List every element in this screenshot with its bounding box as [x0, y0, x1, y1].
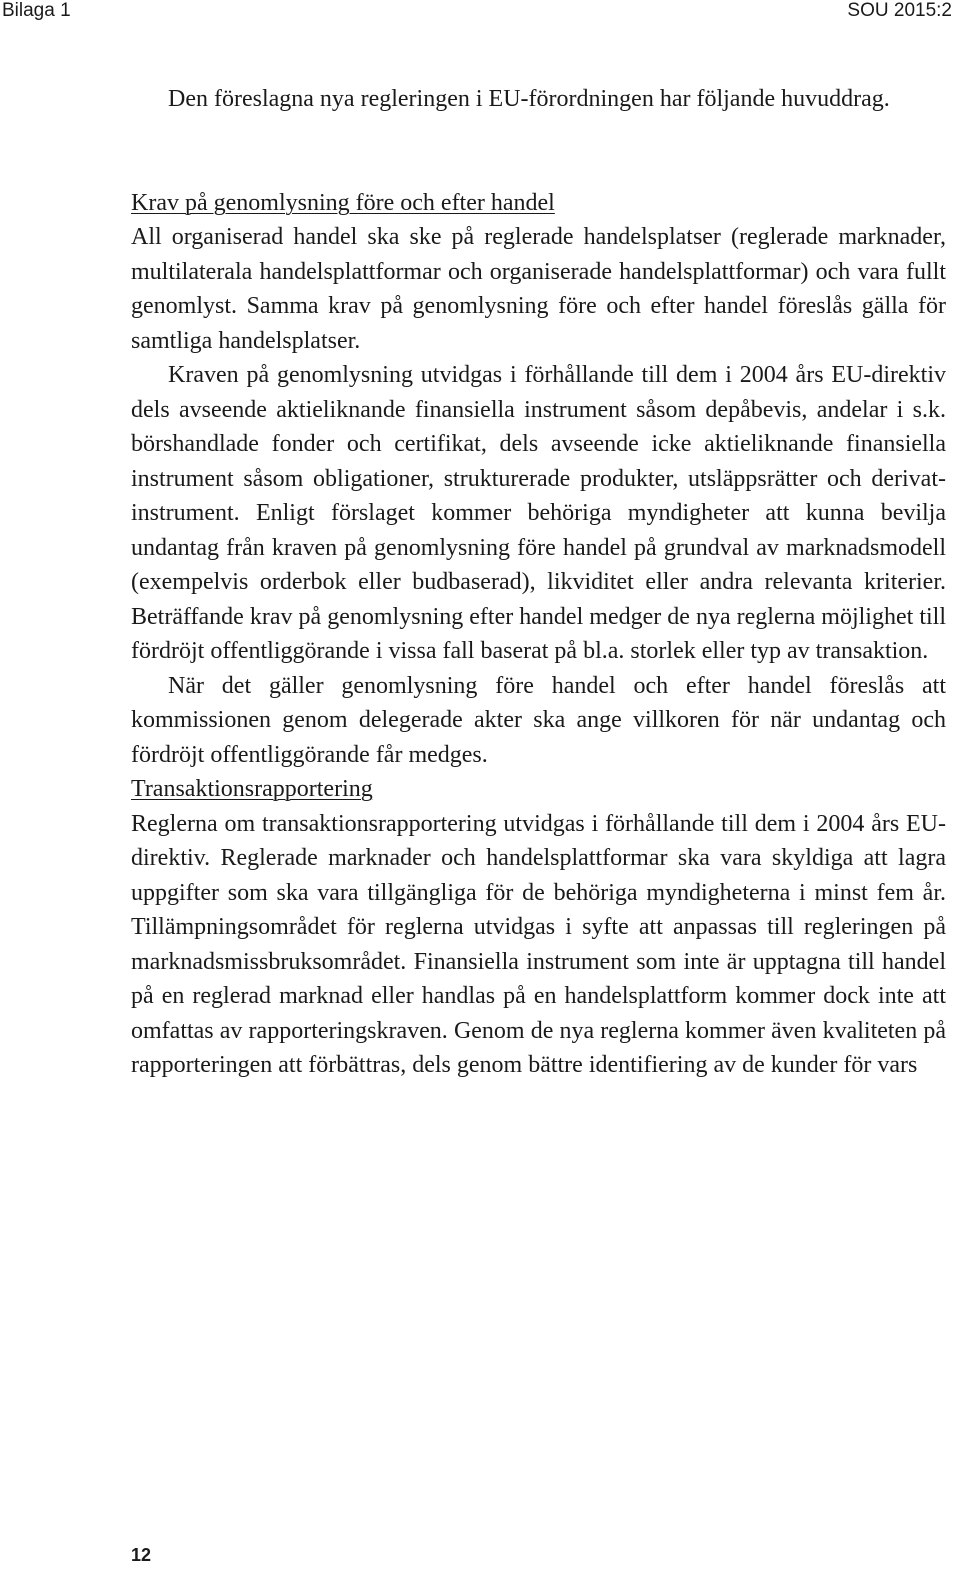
body-paragraph: När det gäller genomlysning före handel och efter handel föreslås att kommissionen genom delegerade akter ska ange villkoren för när undantag och fördröjt offentliggörande får medges. [131, 672, 946, 768]
body-paragraph: Reglerna om transaktionsrapportering utvidgas i förhållande till dem i 2004 års EU-direktiv. Reglerade marknader och handelsplattformar ska vara skyldiga att lagra uppgifter som ska vara tillgängliga för de behöriga myndigheterna i minst fem år. Tillämpningsområdet för reglerna utvidgas i syfte att anpassas till regleringen på marknadsmissbruksområdet. Finansiella instrument som inte är upptagna till handel på en reglerad marknad eller handlas på en handelsplattform kommer dock inte att omfattas av rapporteringskraven. Genom de nya reglerna kommer även kvaliteten på rapporteringen att förbättras, dels genom bättre identifiering av de kunder för vars [131, 810, 946, 1078]
running-header [0, 0, 960, 36]
body-paragraph: All organiserad handel ska ske på reglerade handelsplatser (reglerade marknader, multilaterala handelsplattformar och organiserade handelsplattformar) och vara fullt genomlyst. Samma krav på genomlysning före och efter handel föreslås gälla för samtliga handelsplatser. [131, 224, 946, 354]
page-number: 12 [131, 1545, 152, 1565]
page-body [131, 82, 946, 1083]
section-heading-genomlysning: Krav på genomlysning före och efter handel [131, 189, 555, 216]
publication-reference: SOU 2015:2 [847, 0, 952, 21]
section-heading-transaktionsrapportering: Transaktionsrapportering [131, 776, 373, 802]
body-paragraph: Kraven på genomlysning utvidgas i förhållande till dem i 2004 års EU-direktiv dels avseende aktieliknande finansiella instrument såsom depåbevis, andelar i s.k. börshandlade fonder och certifikat, dels avseende icke aktieliknande finansiella instrument såsom obligationer, strukturerade produkter, utsläppsrätter och derivatinstrument. Enligt förslaget kommer behöriga myndigheter att kunna bevilja undantag från kraven på genomlysning före handel på grundval av marknadsmodell (exempelvis orderbok eller budbaserad), likviditet eller andra relevanta kriterier. Beträffande krav på genomlysning efter handel medger de nya reglerna möjlighet till fördröjt offentliggörande i vissa fall baserat på bl.a. storlek eller typ av transaktion. [131, 362, 946, 664]
intro-paragraph: Den föreslagna nya regleringen i EU-förordningen har följande huvuddrag. [168, 86, 890, 112]
appendix-label: Bilaga 1 [2, 0, 71, 21]
